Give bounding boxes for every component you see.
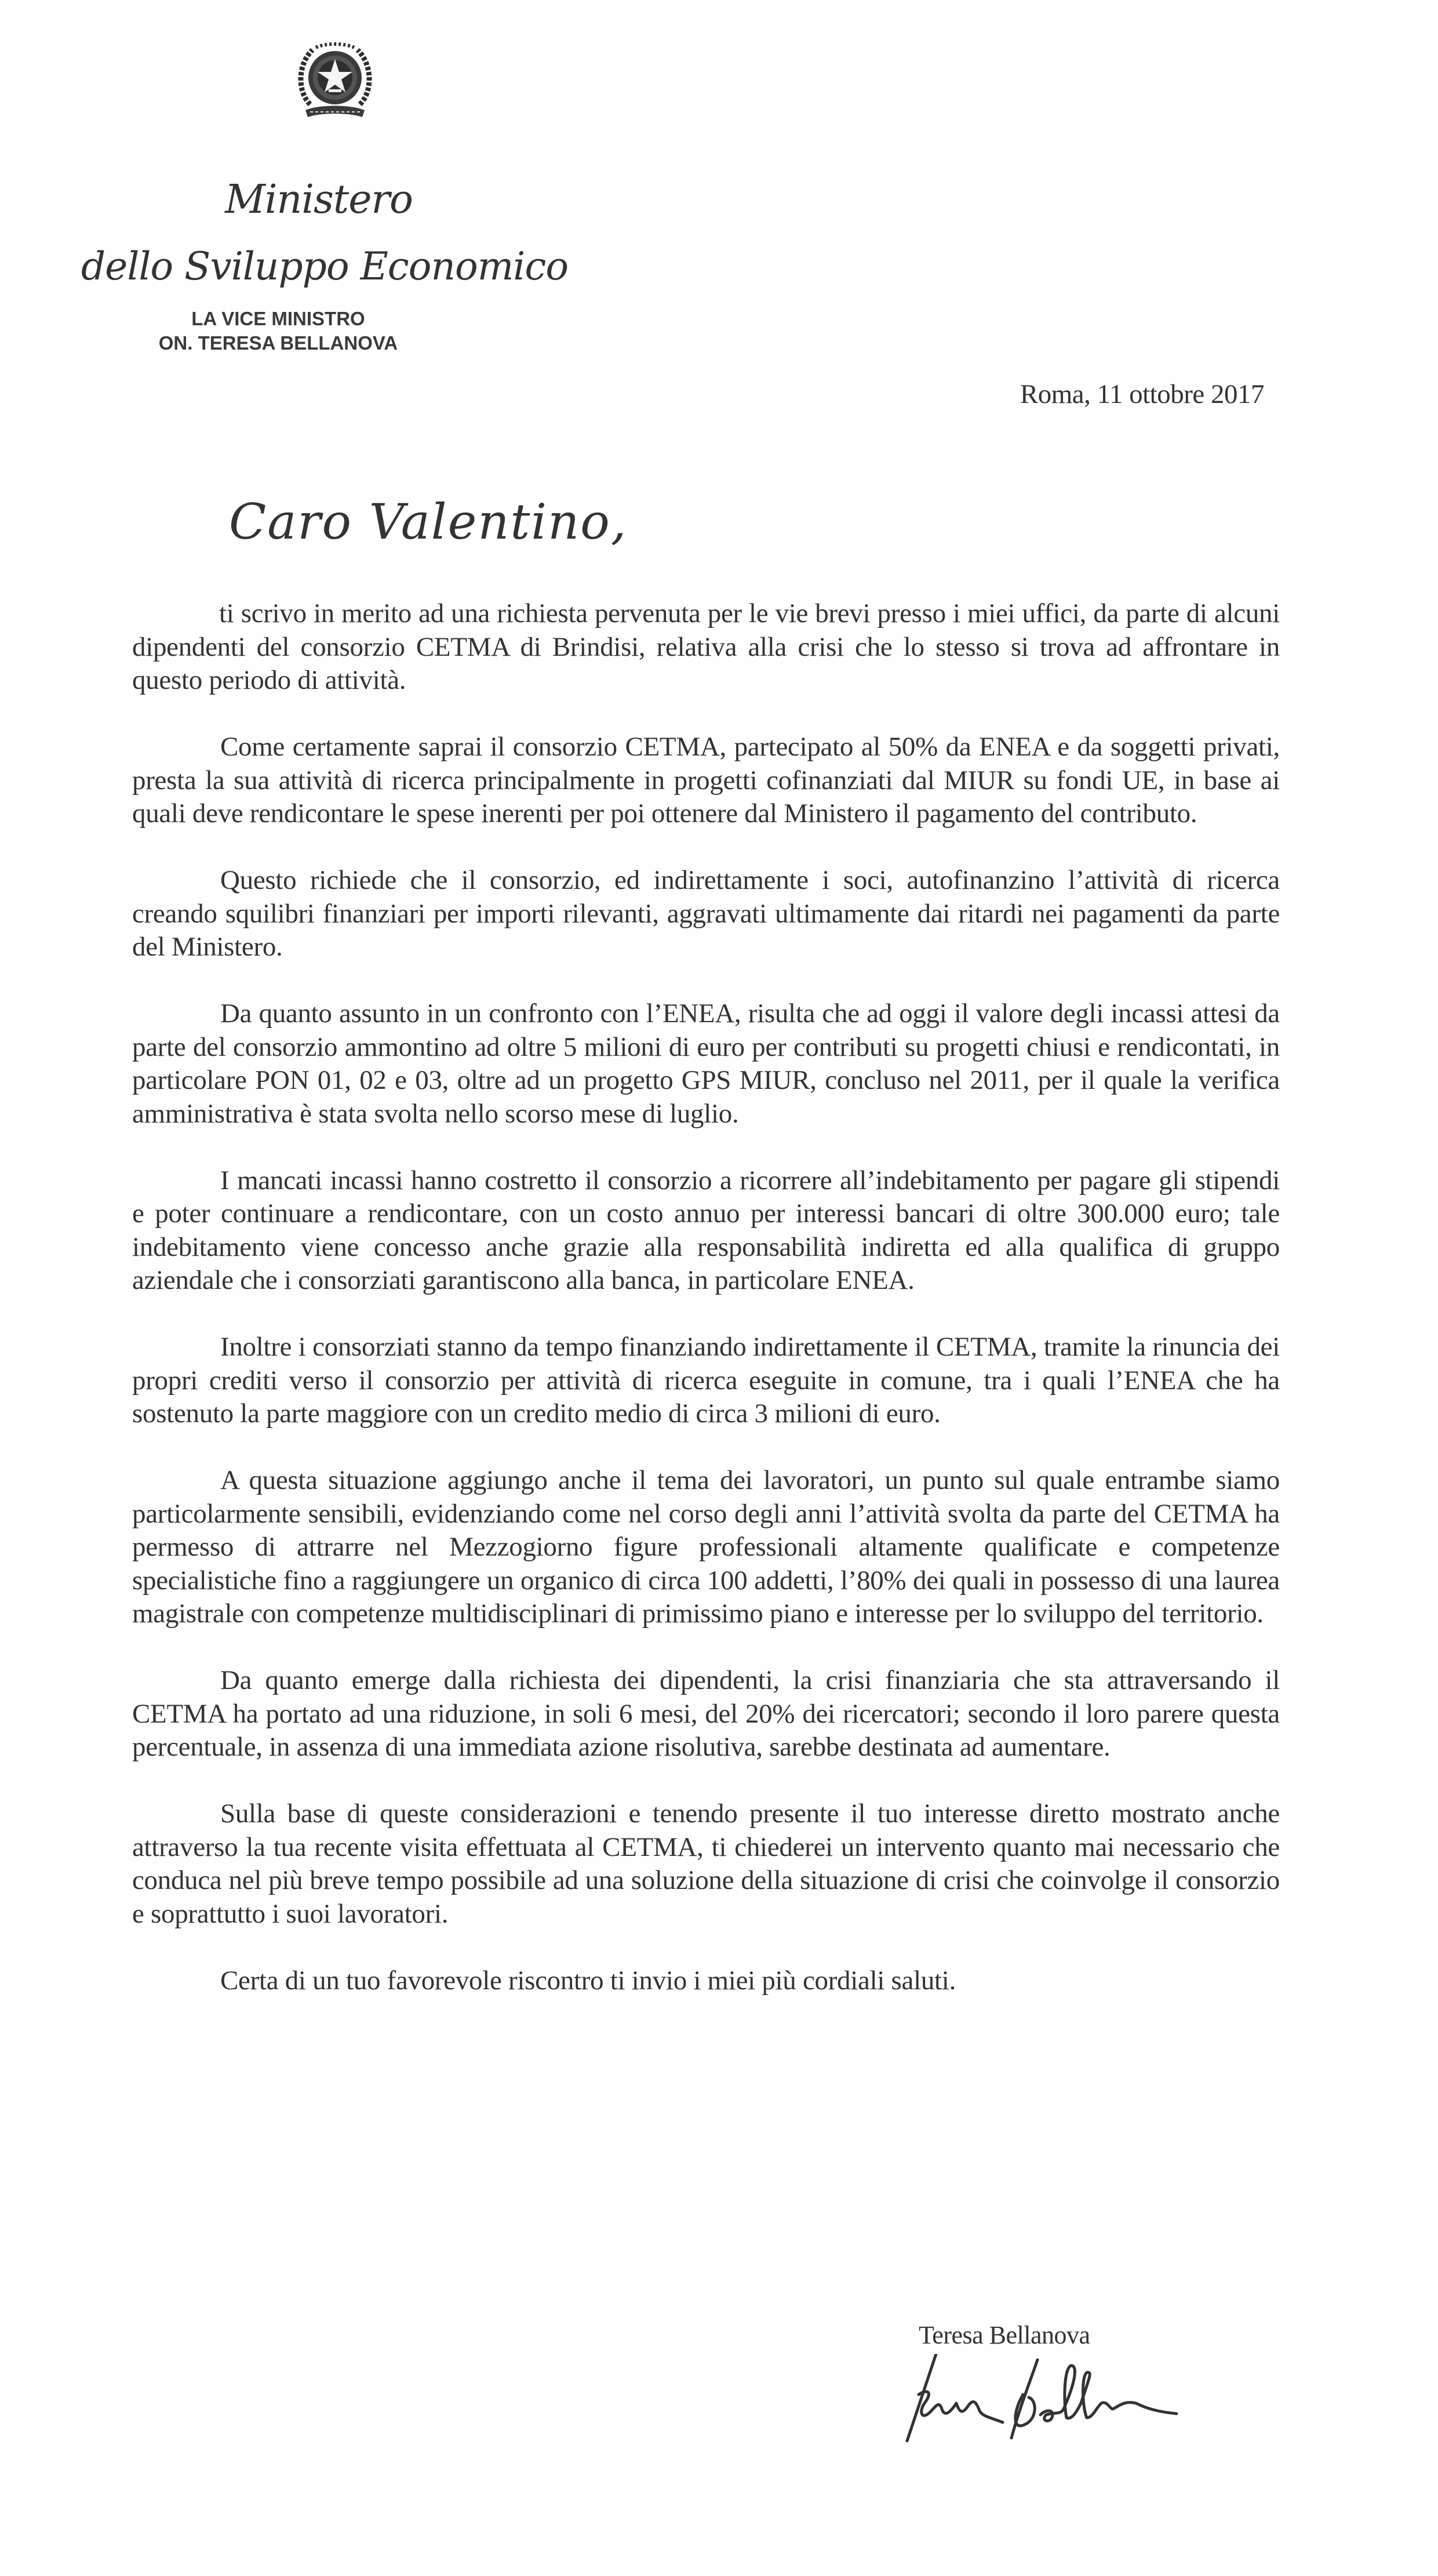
body-paragraph: I mancati incassi hanno costretto il consorzio a ricorrere all’indebitamento per pagare gli stipendi e poter continuare a rendicontare, con un costo annuo per interessi bancari di oltre 300.000 euro; tale indebitamento viene concesso anche grazie alla responsabilità indiretta ed alla qualifica di gruppo aziendale che i consorziati garantiscono alla banca, in particolare ENEA. <box>132 1165 1280 1295</box>
handwritten-signature <box>864 2354 1408 2447</box>
body-paragraph: Inoltre i consorziati stanno da tempo finanziando indirettamente il CETMA, tramite la rinuncia dei propri crediti verso il consorzio per attività di ricerca eseguite in comune, tra i quali l’ENEA che ha sostenuto la parte maggiore con un credito medio di circa 3 milioni di euro. <box>132 1332 1280 1429</box>
body-paragraph: Questo richiede che il consorzio, ed indirettamente i soci, autofinanzino l’attività di ricerca creando squilibri finanziari per importi rilevanti, aggravati ultimamente dai ritardi nei pagamenti da parte del Ministero. <box>132 865 1280 962</box>
body-paragraph: A questa situazione aggiungo anche il tema dei lavoratori, un punto sul quale entrambe siamo particolarmente sensibili, evidenziando come nel corso degli anni l’attività svolta da parte del CETMA ha permesso di attrarre nel Mezzogiorno figure professionali altamente qualificate e competenze specialistiche fino a raggiungere un organico di circa 100 addetti, l’80% dei quali in possesso di una laurea magistrale con competenze multidisciplinari di primissimo piano e interesse per lo sviluppo del territorio. <box>132 1465 1280 1629</box>
letter-body <box>132 597 1280 2031</box>
letter-date: Roma, 11 ottobre 2017 <box>1020 379 1264 409</box>
body-paragraph: ti scrivo in merito ad una richiesta pervenuta per le vie brevi presso i miei uffici, da parte di alcuni dipendenti del consorzio CETMA di Brindisi, relativa alla crisi che lo stesso si trova ad affrontare in questo periodo di attività. <box>132 598 1280 695</box>
closing-line: Certa di un tuo favorevole riscontro ti invio i miei più cordiali saluti. <box>220 1965 956 1996</box>
signature-block <box>864 2296 1408 2447</box>
ministry-name-line2: dello Sviluppo Economico <box>81 244 569 289</box>
salutation-text: Caro Valentino, <box>229 493 628 550</box>
signature-printed-name: Teresa Bellanova <box>919 2321 1090 2349</box>
body-paragraph: Da quanto emerge dalla richiesta dei dipendenti, la crisi finanziaria che sta attraversando il CETMA ha portato ad una riduzione, in soli 6 mesi, del 20% dei ricercatori; secondo il loro parere questa percentuale, in assenza di una immediata azione risolutiva, sarebbe destinata ad aumentare. <box>132 1665 1280 1762</box>
body-paragraph: Sulla base di queste considerazioni e tenendo presente il tuo interesse diretto mostrato anche attraverso la tua recente visita effettuata al CETMA, ti chiederei un intervento quanto mai necessario che conduca nel più breve tempo possibile ad una soluzione della situazione di crisi che coinvolge il consorzio e soprattutto i suoi lavoratori. <box>132 1799 1280 1929</box>
body-paragraph: Come certamente saprai il consorzio CETMA, partecipato al 50% da ENEA e da soggetti privati, presta la sua attività di ricerca principalmente in progetti cofinanziati dal MIUR su fondi UE, in base ai quali deve rendicontare le spese inerenti per poi ottenere dal Ministero il pagamento del contributo. <box>132 732 1280 829</box>
body-paragraph: Da quanto assunto in un confronto con l’ENEA, risulta che ad oggi il valore degli incassi attesi da parte del consorzio ammontino ad oltre 5 milioni di euro per contributi su progetti chiusi e rendicontati, in particolare PON 01, 02 e 03, oltre ad un progetto GPS MIUR, concluso nel 2011, per il quale la verifica amministrativa è stata svolta nello scorso mese di luglio. <box>132 998 1280 1129</box>
ministry-name-line1: Ministero <box>225 177 413 223</box>
office-title: LA VICE MINISTRO <box>191 308 365 329</box>
handwritten-salutation <box>206 464 681 580</box>
office-holder: ON. TERESA BELLANOVA <box>158 332 398 354</box>
italian-republic-emblem-icon <box>293 36 377 123</box>
